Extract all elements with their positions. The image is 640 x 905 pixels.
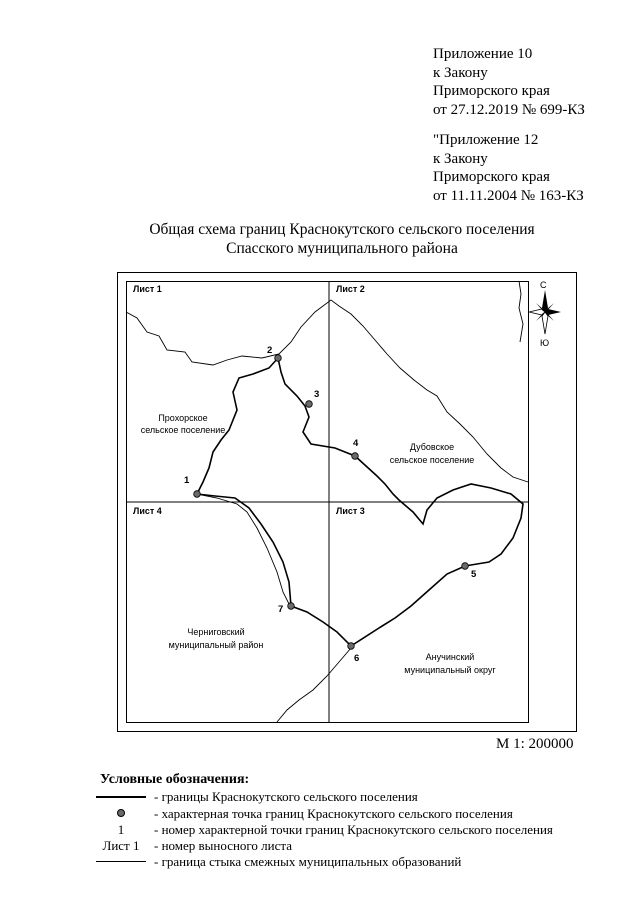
legend-item-text: - номер выносного листа <box>154 838 292 853</box>
header-line: к Закону <box>433 150 488 167</box>
header-line: Приморского края <box>433 83 550 99</box>
compass-south-arrow <box>542 312 548 334</box>
adjacent-boundary-southwest <box>277 648 351 722</box>
legend-symbol-number: 1 <box>117 822 125 837</box>
boundary-point-number-3: 3 <box>314 389 320 400</box>
legend-item-boundary <box>96 789 616 804</box>
compass-rose <box>529 280 561 348</box>
legend-item-point <box>96 806 616 821</box>
appendix-12-header <box>433 131 584 205</box>
boundary-point-6 <box>348 643 355 650</box>
sheet-label-1: Лист 1 <box>133 284 162 294</box>
sheet-label-3: Лист 3 <box>336 506 365 516</box>
header-line: от 27.12.2019 № 699-КЗ <box>433 101 585 118</box>
boundary-point-number-6: 6 <box>354 653 360 664</box>
boundary-point-number-7: 7 <box>278 604 284 615</box>
boundary-point-7 <box>288 603 295 610</box>
map-scale: М 1: 200000 <box>496 736 574 752</box>
area-label-prokhorskoe: Прохорское <box>158 413 208 423</box>
legend-title: Условные обозначения: <box>100 772 250 787</box>
boundary-point-5 <box>462 563 469 570</box>
header-line: от 11.11.2004 № 163-КЗ <box>433 187 584 204</box>
boundary-point-number-1: 1 <box>184 475 190 486</box>
area-label-anuchinsky: Анучинский <box>425 652 475 662</box>
appendix-10-header <box>433 45 585 119</box>
compass-south-label: Ю <box>540 338 550 348</box>
header-line: Приморского края <box>433 169 550 185</box>
boundary-point-number-5: 5 <box>471 569 477 580</box>
area-label-dubovskoe: сельское поселение <box>389 455 475 465</box>
boundary-map <box>117 272 577 732</box>
legend-symbol-point <box>96 806 146 821</box>
header-line: к Закону <box>433 64 488 81</box>
legend-item-text: - номер характерной точки границ Краснокутского сельского поселения <box>154 822 553 837</box>
area-label-anuchinsky: муниципальный округ <box>404 665 496 675</box>
legend-item-sheet <box>96 838 616 853</box>
legend-item-text: - границы Краснокутского сельского поселения <box>154 789 418 804</box>
map-title-line2: Спасского муниципального района <box>226 240 458 257</box>
boundary-point-number-4: 4 <box>353 438 359 449</box>
legend-symbol-thin-line <box>96 854 146 869</box>
boundary-point-1 <box>194 491 201 498</box>
area-label-prokhorskoe: сельское поселение <box>140 425 226 435</box>
adjacent-boundary-northeast <box>519 281 523 342</box>
boundary-point-3 <box>306 401 313 408</box>
compass-north-arrow <box>542 290 548 312</box>
sheet-label-2: Лист 2 <box>336 284 365 294</box>
compass-sw-arrow <box>536 312 545 321</box>
boundary-point-number-2: 2 <box>267 345 273 356</box>
area-label-chernigovsky: муниципальный район <box>168 640 264 650</box>
legend-symbol-thick-line <box>96 789 146 804</box>
adjacent-boundary-west <box>197 494 293 608</box>
legend-item-text: - граница стыка смежных муниципальных образований <box>154 854 462 869</box>
area-label-dubovskoe: Дубовское <box>409 442 455 452</box>
legend-item-text: - характерная точка границ Краснокутского сельского поселения <box>154 806 513 821</box>
header-line: "Приложение 12 <box>433 132 539 148</box>
boundary-point-2 <box>275 355 282 362</box>
map-title-line1: Общая схема границ Краснокутского сельского поселения <box>149 221 535 238</box>
legend-item-point-number <box>96 822 616 837</box>
legend-item-junction <box>96 854 616 869</box>
boundary-point-4 <box>352 453 359 460</box>
compass-north-label: С <box>540 280 547 290</box>
header-line: Приложение 10 <box>433 46 533 62</box>
area-label-chernigovsky: Черниговский <box>187 627 245 637</box>
legend-symbol-sheet: Лист 1 <box>102 838 140 853</box>
sheet-label-4: Лист 4 <box>133 506 162 516</box>
